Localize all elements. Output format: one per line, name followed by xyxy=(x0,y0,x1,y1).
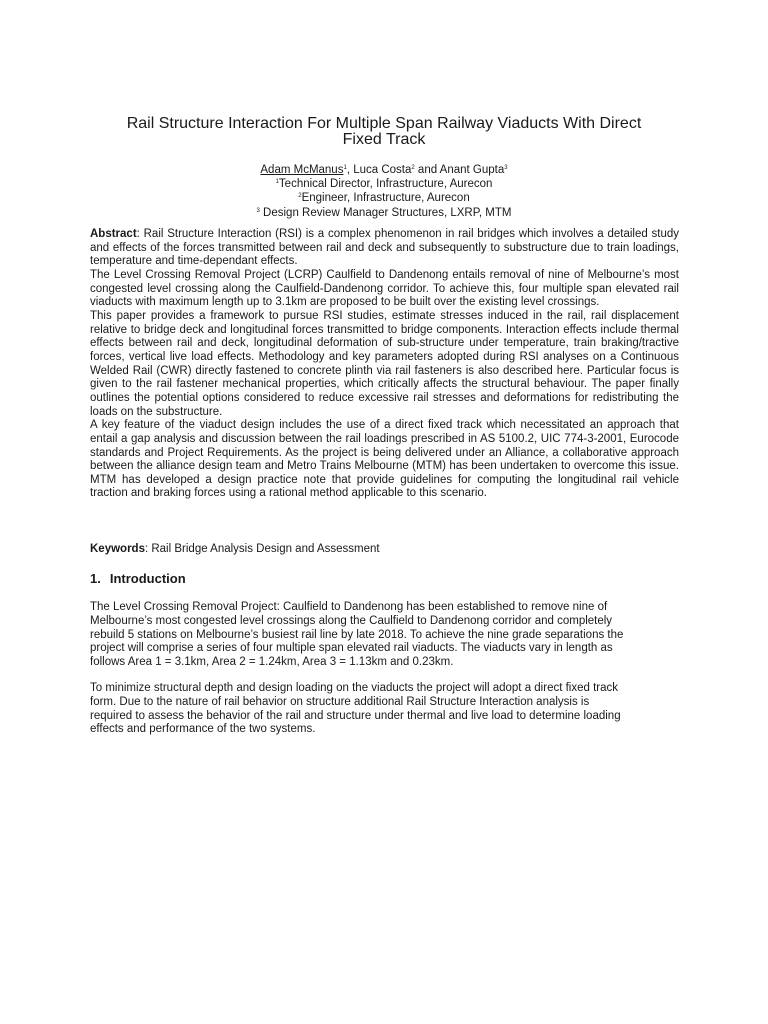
paper-title xyxy=(90,116,678,147)
affiliation-2-text: Engineer, Infrastructure, Aurecon xyxy=(301,192,470,205)
intro-1-line: rebuild 5 stations on Melbourne’s busiest rail line by late 2018. To achieve the nine grade separations the xyxy=(90,628,624,641)
abstract-paragraph-2: The Level Crossing Removal Project (LCRP) Caulfield to Dandenong entails removal of nine of Melbourne’s most congested level crossing along the Caulfield-Dandenong corridor. To achieve this, four multiple span elevated rail viaducts with maximum length up to 3.1km are proposed to be built over the existing level crossings. xyxy=(90,268,679,309)
intro-paragraph-1 xyxy=(90,601,682,670)
intro-2-line: To minimize structural depth and design loading on the viaducts the project will adopt a direct fixed track xyxy=(90,682,619,694)
affiliation-1 xyxy=(90,177,678,191)
abstract-label: Abstract xyxy=(90,228,137,240)
intro-1-line: The Level Crossing Removal Project: Caulfield to Dandenong has been established to remove nine of xyxy=(90,601,608,613)
author-1-name: Adam McManus xyxy=(260,164,344,176)
author-3-name: and Anant Gupta xyxy=(414,164,505,176)
author-block xyxy=(90,163,678,220)
abstract xyxy=(90,228,679,501)
keywords xyxy=(90,542,679,556)
affiliation-1-mark: 1 xyxy=(275,179,279,186)
affiliation-2-mark: 2 xyxy=(298,193,302,200)
intro-1-line: project will comprise a series of four multiple span elevated rail viaducts. The viaducts vary in length as xyxy=(90,642,613,655)
abstract-text-1: : Rail Structure Interaction (RSI) is a complex phenomenon in rail bridges which involves a detailed study and effects of the forces transmitted between rail and deck and subsequently to substructure due to train loadings, temperature and time-dependant effects. xyxy=(90,228,679,268)
keywords-text: : Rail Bridge Analysis Design and Assessment xyxy=(144,543,380,555)
affiliation-2 xyxy=(90,191,678,205)
author-1-mark: 1 xyxy=(343,165,347,171)
abstract-paragraph-3: This paper provides a framework to pursue RSI studies, estimate stresses induced in the rail, rail displacement relative to bridge deck and longitudinal forces transmitted to bridge components. Interaction effects include thermal effects between rail and deck, longitudinal deformation of sub-structure under temperature, train braking/tractive forces, vertical live load effects. Methodology and key parameters adopted during RSI analyses on a Continuous Welded Rail (CWR) directly fastened to concrete plinth via rail fasteners is also described here. Particular focus is given to the rail fastener mechanical properties, which critically affects the structural behaviour. The paper finally outlines the potential options considered to reduce excessive rail stresses and deformations for redistributing the loads on the substructure. xyxy=(90,309,679,418)
author-3-mark: 3 xyxy=(504,165,508,171)
intro-1-line: Melbourne’s most congested level crossings along the Caulfield to Dandenong corridor and completely xyxy=(90,614,613,627)
section-title: Introduction xyxy=(109,571,186,586)
author-2-mark: 2 xyxy=(411,165,415,171)
abstract-paragraph-1 xyxy=(90,228,679,269)
abstract-paragraph-4: A key feature of the viaduct design includes the use of a direct fixed track which necessitated an approach that entail a gap analysis and discussion between the rail loadings prescribed in AS 5100.2, UIC 774-3-2001, Eurocode standards and Project Requirements. As the project is being delivered under an Alliance, a collaborative approach between the alliance design team and Metro Trains Melbourne (MTM) has been undertaken to overcome this issue. MTM has developed a design practice note that provide guidelines for computing the longitudinal rail vehicle traction and braking forces using a rational method applicable to this scenario. xyxy=(90,419,679,500)
affiliation-1-text: Technical Director, Infrastructure, Aurecon xyxy=(278,178,493,191)
title-line-2: Fixed Track xyxy=(342,130,426,148)
intro-2-line: required to assess the behavior of the rail and structure under thermal and live load to determine loading xyxy=(90,709,621,722)
intro-2-line: form. Due to the nature of rail behavior on structure additional Rail Structure Interaction analysis is xyxy=(90,695,590,708)
keywords-label: Keywords xyxy=(90,543,145,555)
intro-paragraph-2 xyxy=(90,682,682,737)
affiliation-3-text: Design Review Manager Structures, LXRP, MTM xyxy=(259,206,512,219)
section-number: 1. xyxy=(90,571,101,586)
affiliation-3-mark: 3 xyxy=(256,207,260,214)
author-2-name: , Luca Costa xyxy=(346,164,412,176)
author-line xyxy=(90,163,678,177)
section-heading-introduction xyxy=(90,571,186,587)
title-line-1: Rail Structure Interaction For Multiple Span Railway Viaducts With Direct xyxy=(126,115,642,132)
intro-1-line: follows Area 1 = 3.1km, Area 2 = 1.24km, Area 3 = 1.13km and 0.23km. xyxy=(90,656,454,669)
affiliation-3 xyxy=(90,206,678,220)
intro-2-line: effects and performance of the two systems. xyxy=(90,723,316,736)
